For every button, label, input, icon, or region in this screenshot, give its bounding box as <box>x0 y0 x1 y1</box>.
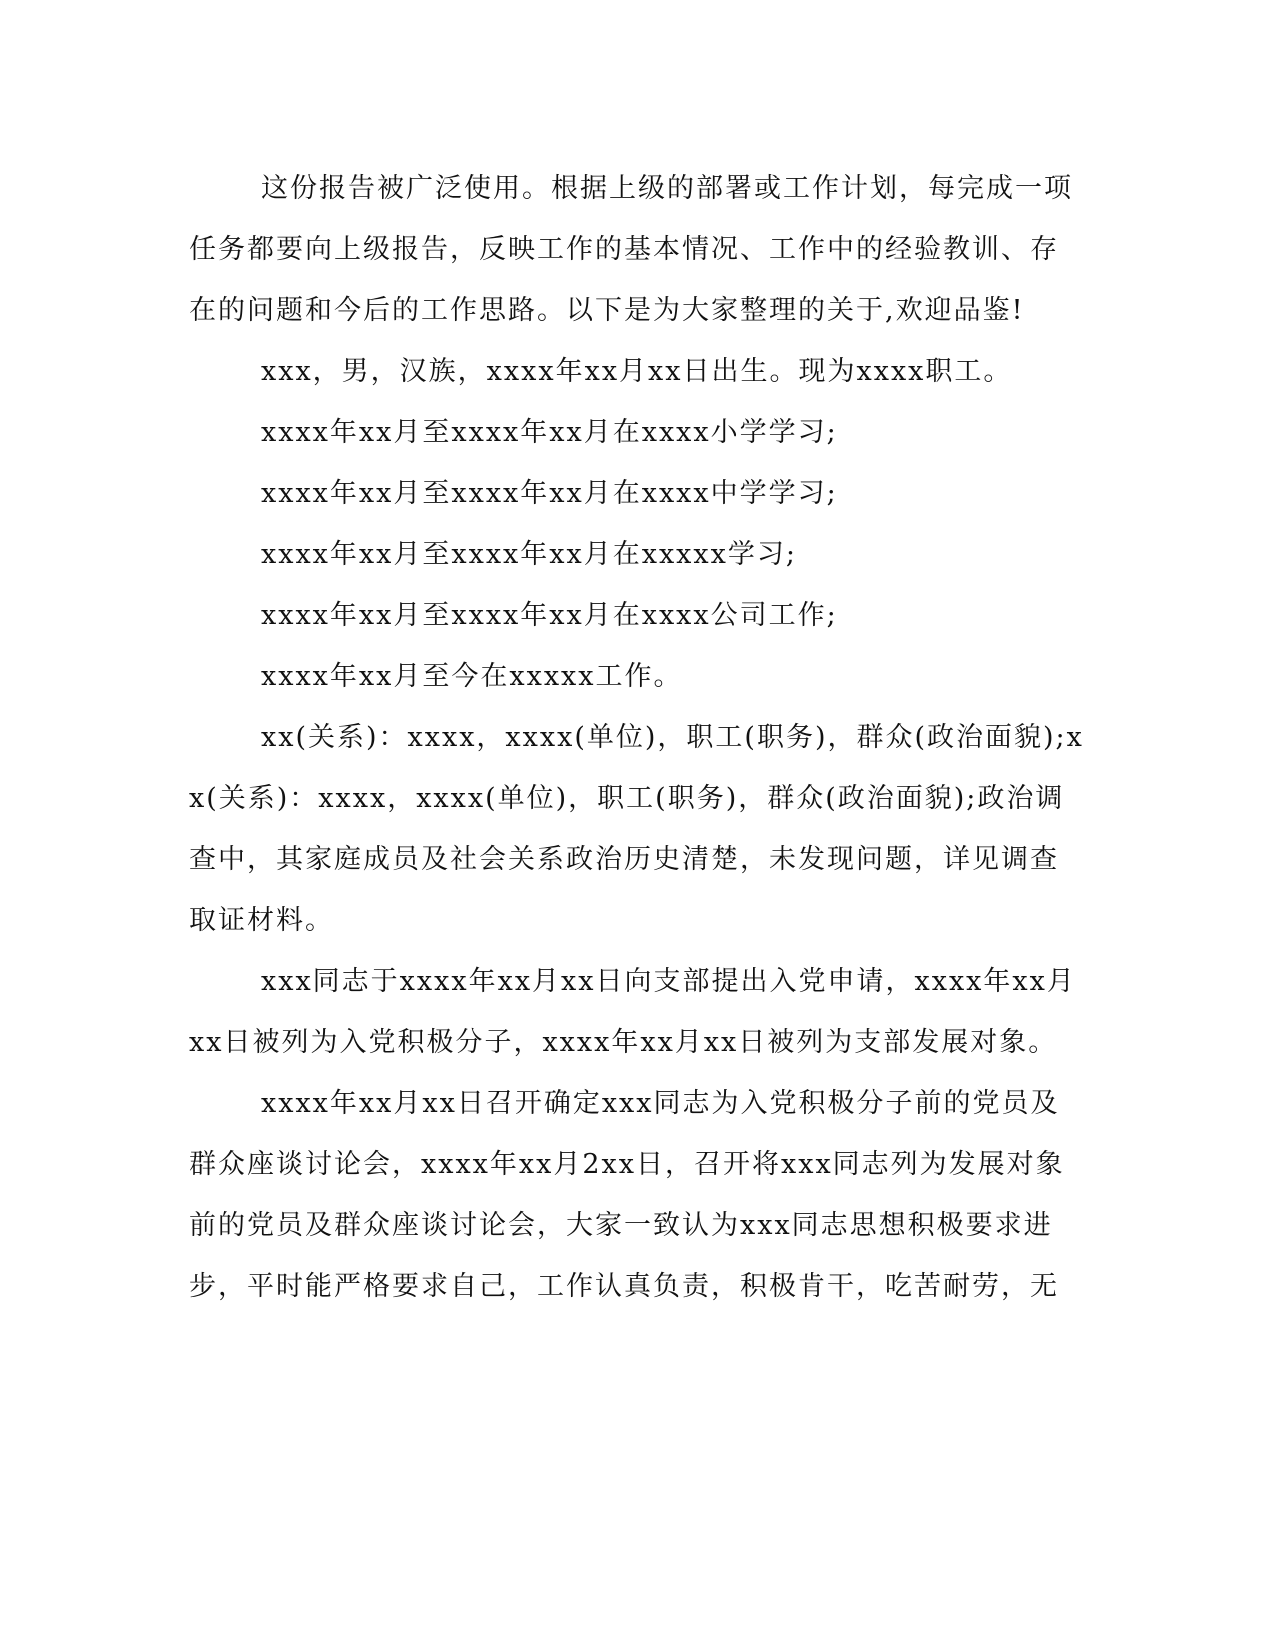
paragraph-resume-study: xxxx年xx月至xxxx年xx月在xxxxx学习; <box>261 539 797 570</box>
paragraph-family-relations: xx(关系)：xxxx，xxxx(单位)，职工(职务)，群众(政治面貌);xx(关系)：xxxx，xxxx(单位)，职工(职务)，群众(政治面貌);政治调查中，其家庭成员及社会关系政治历史清楚，未发现问题，详见调查取证材料。 <box>189 722 1084 936</box>
paragraph-intro: 这份报告被广泛使用。根据上级的部署或工作计划，每完成一项任务都要向上级报告，反映工作的基本情况、工作中的经验教训、存在的问题和今后的工作思路。以下是为大家整理的关于,欢迎品鉴! <box>189 173 1073 326</box>
paragraph-resume-middle-school: xxxx年xx月至xxxx年xx月在xxxx中学学习; <box>261 478 838 509</box>
paragraph-resume-current: xxxx年xx月至今在xxxxx工作。 <box>261 661 683 692</box>
document-body <box>189 158 1084 1317</box>
paragraph-resume-company: xxxx年xx月至xxxx年xx月在xxxx公司工作; <box>261 600 838 631</box>
paragraph-resume-primary-school: xxxx年xx月至xxxx年xx月在xxxx小学学习; <box>261 417 838 448</box>
paragraph-party-application: xxx同志于xxxx年xx月xx日向支部提出入党申请，xxxx年xx月xx日被列为入党积极分子，xxxx年xx月xx日被列为支部发展对象。 <box>189 966 1076 1058</box>
paragraph-basic-info: xxx，男，汉族，xxxx年xx月xx日出生。现为xxxx职工。 <box>261 356 1013 387</box>
paragraph-discussion-meetings: xxxx年xx月xx日召开确定xxx同志为入党积极分子前的党员及群众座谈讨论会，xxxx年xx月2xx日，召开将xxx同志列为发展对象前的党员及群众座谈讨论会，大家一致认为xxx同志思想积极要求进步，平时能严格要求自己，工作认真负责，积极肯干，吃苦耐劳，无 <box>189 1088 1065 1302</box>
